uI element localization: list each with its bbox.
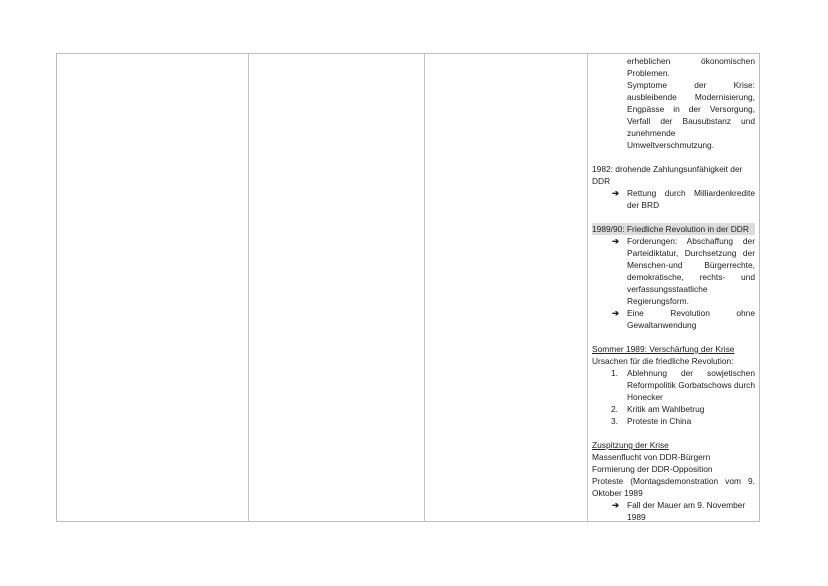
- item-number: 3.: [611, 416, 618, 426]
- text-problems: erheblichen ökonomischen Problemen.: [627, 56, 755, 78]
- zuspitzung-line: Massenflucht von DDR-Bürgern: [592, 452, 711, 462]
- arrow-item-text: Fall der Mauer am 9. November 1989: [627, 500, 746, 522]
- zuspitzung-line: Formierung der DDR-Opposition: [592, 464, 713, 474]
- table-column-4: [588, 54, 759, 521]
- item-number: 2.: [611, 404, 618, 414]
- arrow-right-icon: ➔: [612, 236, 620, 246]
- heading-1982: 1982: drohende Zahlungsunfähigkeit der DDR: [592, 164, 743, 186]
- arrow-right-icon: ➔: [612, 308, 620, 318]
- arrow-item-demands: [592, 235, 755, 307]
- item-text: Kritik am Wahlbetrug: [627, 404, 705, 414]
- arrow-item-nonviolent: [592, 307, 755, 331]
- arrow-item-text: Rettung durch Milliardenkredite der BRD: [627, 188, 755, 210]
- numbered-item: [592, 415, 755, 427]
- heading-zuspitzung: Zuspitzung der Krise: [592, 440, 669, 450]
- item-text: Ablehnung der sowjetischen Reformpolitik Gorbatschows durch Honecker: [627, 368, 756, 402]
- numbered-item: [592, 403, 755, 415]
- zuspitzung-line: Proteste (Montagsdemonstration vom 9. Oktober 1989: [592, 476, 755, 498]
- arrow-right-icon: ➔: [612, 500, 620, 510]
- arrow-item-1982: [592, 187, 755, 211]
- table-column-2: [249, 54, 425, 521]
- history-table: [56, 53, 760, 522]
- arrow-right-icon: ➔: [612, 188, 620, 198]
- item-text: Proteste in China: [627, 416, 692, 426]
- arrow-item-text: Eine Revolution ohne Gewaltanwendung: [627, 308, 755, 330]
- table-column-3: [425, 54, 588, 521]
- table-column-1: [57, 54, 249, 521]
- arrow-item-text: Forderungen: Abschaffung der Parteidiktatur, Durchsetzung der Menschen-und Bürgerrechte, demokratische, rechts- und verfassungsstaatliche Regierungsform.: [627, 236, 755, 306]
- arrow-item-mauerfall: [592, 499, 755, 523]
- text-symptoms: Symptome der Krise: ausbleibende Modernisierung, Engpässe in der Versorgung, Verfall der Bausubstanz und zunehmende Umweltverschmutzung.: [627, 80, 755, 150]
- heading-sommer-1989: Sommer 1989: Verschärfung der Krise: [592, 344, 735, 354]
- heading-1989-revolution: 1989/90: Friedliche Revolution in der DDR: [592, 223, 755, 235]
- numbered-item: [592, 367, 755, 403]
- causes-intro: Ursachen für die friedliche Revolution:: [592, 356, 734, 366]
- item-number: 1.: [611, 368, 618, 378]
